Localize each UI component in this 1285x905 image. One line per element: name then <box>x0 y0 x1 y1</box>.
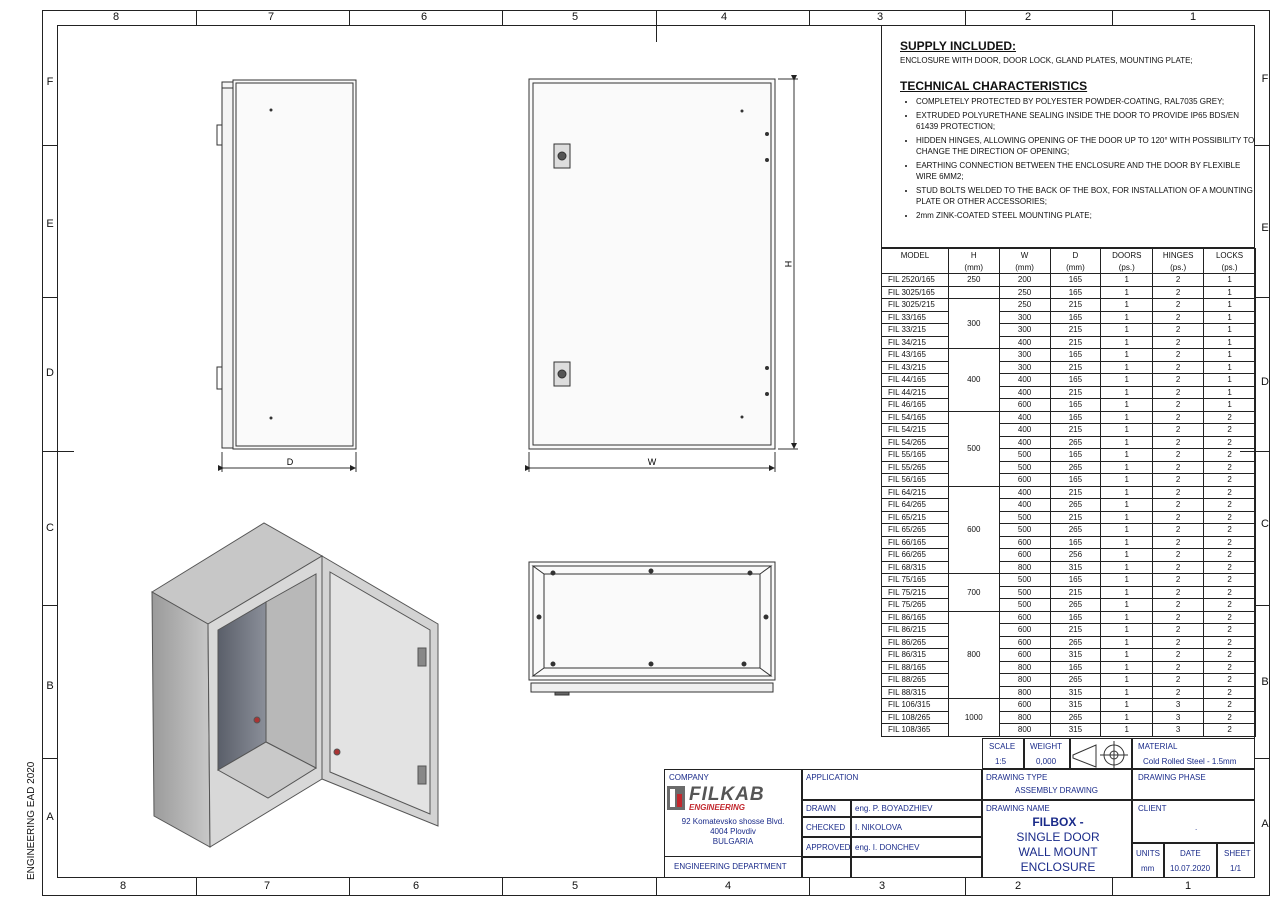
column-unit: (ps.) <box>1204 261 1256 274</box>
tech-item: • STUD BOLTS WELDED TO THE BACK OF THE BOX, FOR INSTALLATION OF A MOUNTING PLATE OR OTHER ACCESSORIES; <box>916 185 1255 207</box>
zone-col: 4 <box>724 880 732 892</box>
bottom-view <box>529 562 775 695</box>
zone-row: C <box>1261 518 1269 530</box>
zone-col: 5 <box>571 880 579 892</box>
table-row: FIL 43/215 300 215 1 2 1 <box>882 361 1256 374</box>
table-row: FIL 86/215 600 215 1 2 2 <box>882 624 1256 637</box>
filkab-logo: FILKAB ENGINEERING <box>667 786 801 812</box>
zone-row: D <box>1261 376 1269 388</box>
table-row: FIL 64/215 600 400 215 1 2 2 <box>882 486 1256 499</box>
column-header: MODEL <box>882 249 949 262</box>
column-header: LOCKS <box>1204 249 1256 262</box>
table-row: FIL 88/315 800 315 1 2 2 <box>882 686 1256 699</box>
tech-item: • EXTRUDED POLYURETHANE SEALING INSIDE THE DOOR TO PROVIDE IP65 BDS/EN 61439 PROTECTION; <box>916 110 1255 132</box>
table-row: FIL 43/165 400 300 165 1 2 1 <box>882 349 1256 362</box>
drawing-name-cell: DRAWING NAME FILBOX - SINGLE DOOR WALL MOUNT ENCLOSURE <box>982 800 1132 878</box>
column-header: W <box>999 249 1050 262</box>
table-row: FIL 75/165 700 500 165 1 2 2 <box>882 574 1256 587</box>
supply-title: SUPPLY INCLUDED: <box>900 39 1017 53</box>
table-row: FIL 3025/215 300 250 215 1 2 1 <box>882 299 1256 312</box>
zone-col: 3 <box>876 11 884 23</box>
column-unit: (mm) <box>1050 261 1101 274</box>
zone-row: F <box>46 76 54 88</box>
column-header: HINGES <box>1153 249 1204 262</box>
table-row: FIL 54/165 500 400 165 1 2 2 <box>882 411 1256 424</box>
table-row: FIL 88/165 800 165 1 2 2 <box>882 661 1256 674</box>
drawing-name-line: WALL MOUNT <box>1018 845 1098 859</box>
tech-title: TECHNICAL CHARACTERISTICS <box>900 79 1088 93</box>
zone-col: 2 <box>1024 11 1032 23</box>
zone-col: 3 <box>878 880 886 892</box>
side-view <box>217 80 356 472</box>
table-row: FIL 65/215 500 215 1 2 2 <box>882 511 1256 524</box>
material-cell: MATERIAL Cold Rolled Steel - 1.5mm <box>1132 738 1255 769</box>
table-row: FIL 106/315 1000 600 315 1 3 2 <box>882 699 1256 712</box>
table-row: FIL 66/265 600 256 1 2 2 <box>882 549 1256 562</box>
zone-row: E <box>46 218 54 230</box>
client-cell: CLIENT . <box>1132 800 1255 843</box>
zone-col: 4 <box>720 11 728 23</box>
dim-d-label: D <box>286 457 294 467</box>
front-view <box>529 79 798 472</box>
table-row: FIL 44/165 400 165 1 2 1 <box>882 374 1256 387</box>
address-line: 4004 Plovdiv <box>710 827 756 836</box>
table-row: FIL 54/215 400 215 1 2 2 <box>882 424 1256 437</box>
table-row: FIL 86/165 800 600 165 1 2 2 <box>882 611 1256 624</box>
zone-row: B <box>46 680 54 692</box>
tech-item: • HIDDEN HINGES, ALLOWING OPENING OF THE DOOR UP TO 120° WITH POSSIBILITY TO CHANGE THE DIRECTION OF OPENING; <box>916 135 1255 157</box>
column-unit: (mm) <box>948 261 999 274</box>
table-row: FIL 33/215 300 215 1 2 1 <box>882 324 1256 337</box>
table-row: FIL 55/165 500 165 1 2 2 <box>882 449 1256 462</box>
zone-col: 7 <box>267 11 275 23</box>
table-row: FIL 88/265 800 265 1 2 2 <box>882 674 1256 687</box>
zone-row: B <box>1261 676 1269 688</box>
table-row: FIL 66/165 600 165 1 2 2 <box>882 536 1256 549</box>
column-unit: (ps.) <box>1101 261 1153 274</box>
drawing-phase-cell: DRAWING PHASE <box>1132 769 1255 800</box>
tech-item: • 2mm ZINK-COATED STEEL MOUNTING PLATE; <box>916 210 1255 221</box>
table-row: FIL 86/315 600 315 1 2 2 <box>882 649 1256 662</box>
zone-col: 1 <box>1184 880 1192 892</box>
table-row: FIL 33/165 300 165 1 2 1 <box>882 311 1256 324</box>
zone-col: 7 <box>263 880 271 892</box>
table-row: FIL 3025/165 250 165 1 2 1 <box>882 286 1256 299</box>
table-row: FIL 68/315 800 315 1 2 2 <box>882 561 1256 574</box>
table-row: FIL 2520/165 250 200 165 1 2 1 <box>882 274 1256 287</box>
zone-row: A <box>1261 818 1269 830</box>
tech-item: • EARTHING CONNECTION BETWEEN THE ENCLOSURE AND THE DOOR BY FLEXIBLE WIRE 6MM2; <box>916 160 1255 182</box>
column-unit: (ps.) <box>1153 261 1204 274</box>
table-row: FIL 86/265 600 265 1 2 2 <box>882 636 1256 649</box>
dim-w-label: W <box>647 457 657 467</box>
zone-col: 6 <box>412 880 420 892</box>
table-row: FIL 108/265 800 265 1 3 2 <box>882 711 1256 724</box>
address-line: 92 Komatevsko shosse Blvd. <box>681 817 785 826</box>
weight-cell: WEIGHT 0,000 <box>1024 738 1070 769</box>
zone-col: 8 <box>119 880 127 892</box>
address-line: BULGARIA <box>712 837 754 846</box>
supply-text: ENCLOSURE WITH DOOR, DOOR LOCK, GLAND PLATES, MOUNTING PLATE; <box>900 56 1193 65</box>
table-row: FIL 108/365 800 315 1 3 2 <box>882 724 1256 737</box>
zone-row: F <box>1261 73 1269 85</box>
column-header: H <box>948 249 999 262</box>
drawing-name-line: FILBOX - <box>1032 815 1084 829</box>
zone-row: A <box>46 811 54 823</box>
table-row: FIL 34/215 400 215 1 2 1 <box>882 336 1256 349</box>
table-row: FIL 56/165 600 165 1 2 2 <box>882 474 1256 487</box>
zone-row: E <box>1261 222 1269 234</box>
zone-row: C <box>46 522 54 534</box>
zone-col: 1 <box>1189 11 1197 23</box>
column-header: D <box>1050 249 1101 262</box>
zone-col: 8 <box>112 11 120 23</box>
column-header: DOORS <box>1101 249 1153 262</box>
scale-cell: SCALE 1:5 <box>982 738 1024 769</box>
drawing-type-cell: DRAWING TYPE ASSEMBLY DRAWING <box>982 769 1132 800</box>
table-row: FIL 44/215 400 215 1 2 1 <box>882 386 1256 399</box>
table-row: FIL 75/265 500 265 1 2 2 <box>882 599 1256 612</box>
drawing-name-line: SINGLE DOOR <box>1016 830 1100 844</box>
company-cell: COMPANY FILKAB ENGINEERING 92 Komatevsko shosse Blvd. 4004 Plovdiv BULGARIA ENGINEERING DEPARTMENT <box>664 769 802 878</box>
table-row: FIL 75/215 500 215 1 2 2 <box>882 586 1256 599</box>
dim-h-label: H <box>783 260 793 268</box>
zone-row: D <box>46 367 54 379</box>
department: ENGINEERING DEPARTMENT <box>674 862 787 871</box>
projection-cell <box>1070 738 1132 769</box>
table-row: FIL 55/265 500 265 1 2 2 <box>882 461 1256 474</box>
isometric-view <box>152 523 438 847</box>
zone-col: 2 <box>1014 880 1022 892</box>
column-unit: (mm) <box>999 261 1050 274</box>
table-row: FIL 46/165 600 165 1 2 1 <box>882 399 1256 412</box>
side-copyright: ENGINEERING EAD 2020 <box>26 761 37 880</box>
application-cell: APPLICATION <box>802 769 982 800</box>
table-row: FIL 64/265 400 265 1 2 2 <box>882 499 1256 512</box>
table-row: FIL 65/265 500 265 1 2 2 <box>882 524 1256 537</box>
zone-col: 5 <box>571 11 579 23</box>
table-row: FIL 54/265 400 265 1 2 2 <box>882 436 1256 449</box>
zone-col: 6 <box>420 11 428 23</box>
tech-item: • COMPLETELY PROTECTED BY POLYESTER POWDER-COATING, RAL7035 GREY; <box>916 96 1255 107</box>
drawing-name-line: ENCLOSURE <box>1020 860 1096 874</box>
